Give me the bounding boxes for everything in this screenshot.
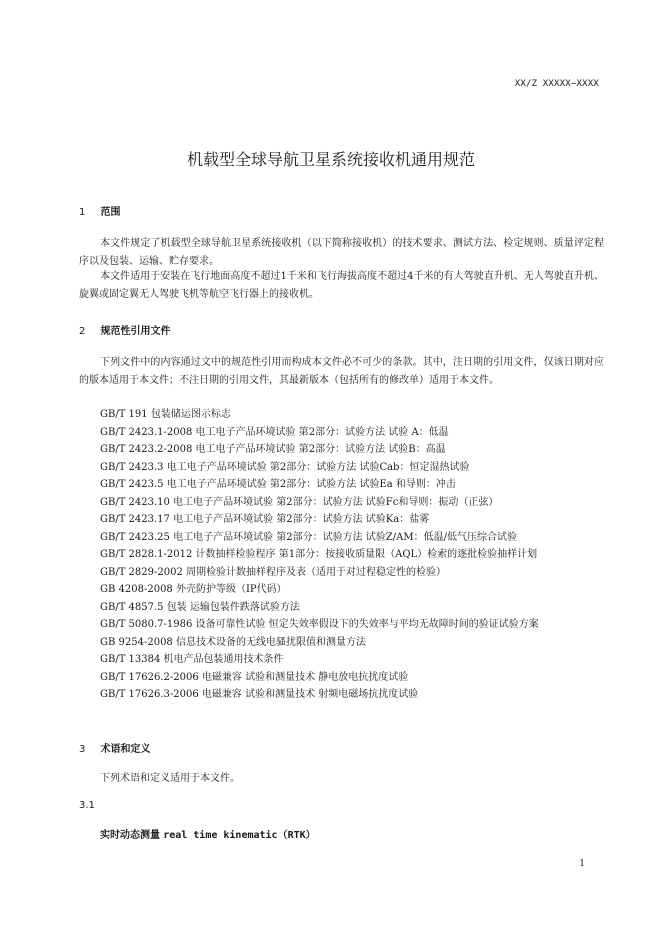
reference-item: GB/T 2423.5 电工电子产品环境试验 第2部分：试验方法 试验Ea 和导则：冲击 (100, 479, 456, 490)
section-number: 3 (79, 744, 86, 755)
section-heading-terms (79, 740, 150, 755)
section-heading-normative-references (79, 322, 170, 337)
standard-code: XX/Z XXXXX—XXXX (514, 79, 599, 89)
references-intro-paragraph: 下列文件中的内容通过文中的规范性引用而构成本文件必不可少的条款。其中，注日期的引用文件，仅该日期对应的版本适用于本文件；不注日期的引用文件，其最新版本（包括所有的修改单）适用于本文件。 (79, 357, 604, 386)
scope-paragraph: 本文件规定了机载型全球导航卫星系统接收机（以下简称接收机）的技术要求、测试方法、检定规则、质量评定程序以及包装、运输、贮存要求。 (79, 238, 604, 267)
section-title: 范围 (100, 207, 121, 218)
section-number: 2 (79, 326, 86, 337)
section-heading-scope (79, 203, 120, 218)
reference-item: GB/T 2423.10 电工电子产品环境试验 第2部分：试验方法 试验Fc和导则：振动（正弦） (100, 496, 499, 508)
document-title: 机载型全球导航卫星系统接收机通用规范 (186, 150, 475, 169)
section-number: 1 (79, 207, 86, 218)
reference-item: GB/T 4857.5 包装 运输包装件跌落试验方法 (100, 601, 300, 613)
reference-item: GB/T 2828.1-2012 计数抽样检验程序 第1部分：按接收质量限（AQL）检索的逐批检验抽样计划 (100, 549, 538, 560)
reference-list (79, 406, 604, 704)
term-english: real time kinematic（RTK） (163, 830, 316, 841)
reference-item: GB/T 2829-2002 周期检验计数抽样程序及表（适用于对过程稳定性的检验） (100, 566, 447, 578)
reference-item: GB/T 13384 机电产品包装通用技术条件 (100, 654, 284, 665)
terms-intro-paragraph: 下列术语和定义适用于本文件。 (100, 773, 240, 784)
reference-item: GB 4208-2008 外壳防护等级（IP代码） (100, 584, 287, 595)
reference-item: GB/T 2423.1-2008 电工电子产品环境试验 第2部分：试验方法 试验 A：低温 (100, 426, 449, 438)
reference-item: GB/T 191 包装储运图示标志 (100, 409, 231, 420)
reference-item: GB/T 5080.7-1986 设备可靠性试验 恒定失效率假设下的失效率与平均无故障时间的验证试验方案 (100, 619, 539, 630)
reference-item: GB/T 2423.17 电工电子产品环境试验 第2部分：试验方法 试验Ka：盐雾 (100, 514, 430, 525)
section-title: 术语和定义 (100, 744, 151, 755)
section-title: 规范性引用文件 (100, 326, 171, 337)
reference-item: GB/T 2423.25 电工电子产品环境试验 第2部分：试验方法 试验Z/AM：低温/低气压综合试验 (100, 531, 517, 543)
reference-item: GB/T 17626.2-2006 电磁兼容 试验和测量技术 静电放电抗扰度试验 (100, 671, 409, 683)
reference-item: GB 9254-2008 信息技术设备的无线电骚扰限值和测量方法 (100, 636, 366, 648)
term-entry (100, 826, 316, 841)
page-number: 1 (579, 859, 585, 869)
reference-item: GB/T 2423.2-2008 电工电子产品环境试验 第2部分：试验方法 试验B：高温 (100, 444, 446, 455)
reference-item: GB/T 2423.3 电工电子产品环境试验 第2部分：试验方法 试验Cab：恒定湿热试验 (100, 461, 470, 473)
reference-item: GB/T 17626.3-2006 电磁兼容 试验和测量技术 射频电磁场抗扰度试验 (100, 689, 419, 700)
term-chinese: 实时动态测量 (100, 830, 160, 841)
subsection-number: 3.1 (79, 800, 95, 811)
scope-paragraph: 本文件适用于安装在飞行地面高度不超过1千米和飞行海拔高度不超过4千米的有人驾驶直升机、无人驾驶直升机、旋翼或固定翼无人驾驶飞机等航空飞行器上的接收机。 (79, 271, 604, 300)
